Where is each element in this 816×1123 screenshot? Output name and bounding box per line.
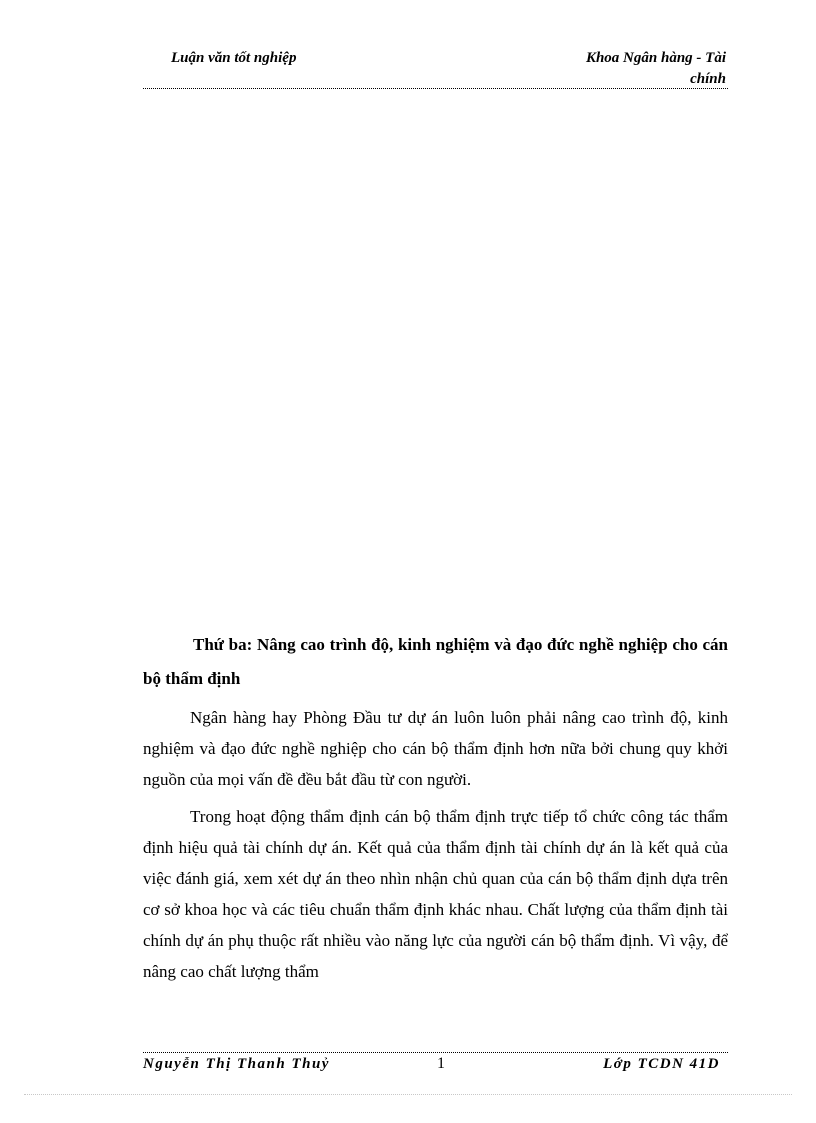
main-content [143, 628, 728, 987]
header-faculty-label [526, 48, 726, 90]
paragraph-1: Ngân hàng hay Phòng Đầu tư dự án luôn luôn phải nâng cao trình độ, kinh nghiệm và đạo đức nghề nghiệp cho cán bộ thẩm định hơn nữa bởi chung quy khởi nguồn của mọi vấn đề đều bắt đầu từ con người. [143, 708, 728, 789]
page-footer [143, 1052, 728, 1079]
footer-class: Lớp TCDN 41D [603, 1056, 720, 1072]
header-faculty-line-1: Khoa Ngân hàng - Tài [585, 50, 726, 66]
footer-author: Nguyễn Thị Thanh Thuỷ [143, 1056, 330, 1072]
header-faculty-line-2: chính [690, 71, 726, 87]
page-bottom-edge [24, 1094, 792, 1095]
page-header [143, 48, 728, 89]
header-thesis-label: Luận văn tốt nghiệp [171, 50, 297, 66]
paragraph-2: Trong hoạt động thẩm định cán bộ thẩm định trực tiếp tổ chức công tác thẩm định hiệu quả tài chính dự án. Kết quả của thẩm định tài chính dự án là kết quả của việc đánh giá, xem xét dự án theo nhìn nhận chủ quan của cán bộ thẩm định dựa trên cơ sở khoa học và các tiêu chuẩn thẩm định khác nhau. Chất lượng của thẩm định tài chính dự án phụ thuộc rất nhiều vào năng lực của người cán bộ thẩm định. Vì vậy, để nâng cao chất lượng thẩm [143, 807, 728, 981]
footer-page-number: 1 [437, 1055, 445, 1072]
section-heading: Thứ ba: Nâng cao trình độ, kinh nghiệm và đạo đức nghề nghiệp cho cán bộ thẩm định [143, 635, 728, 688]
